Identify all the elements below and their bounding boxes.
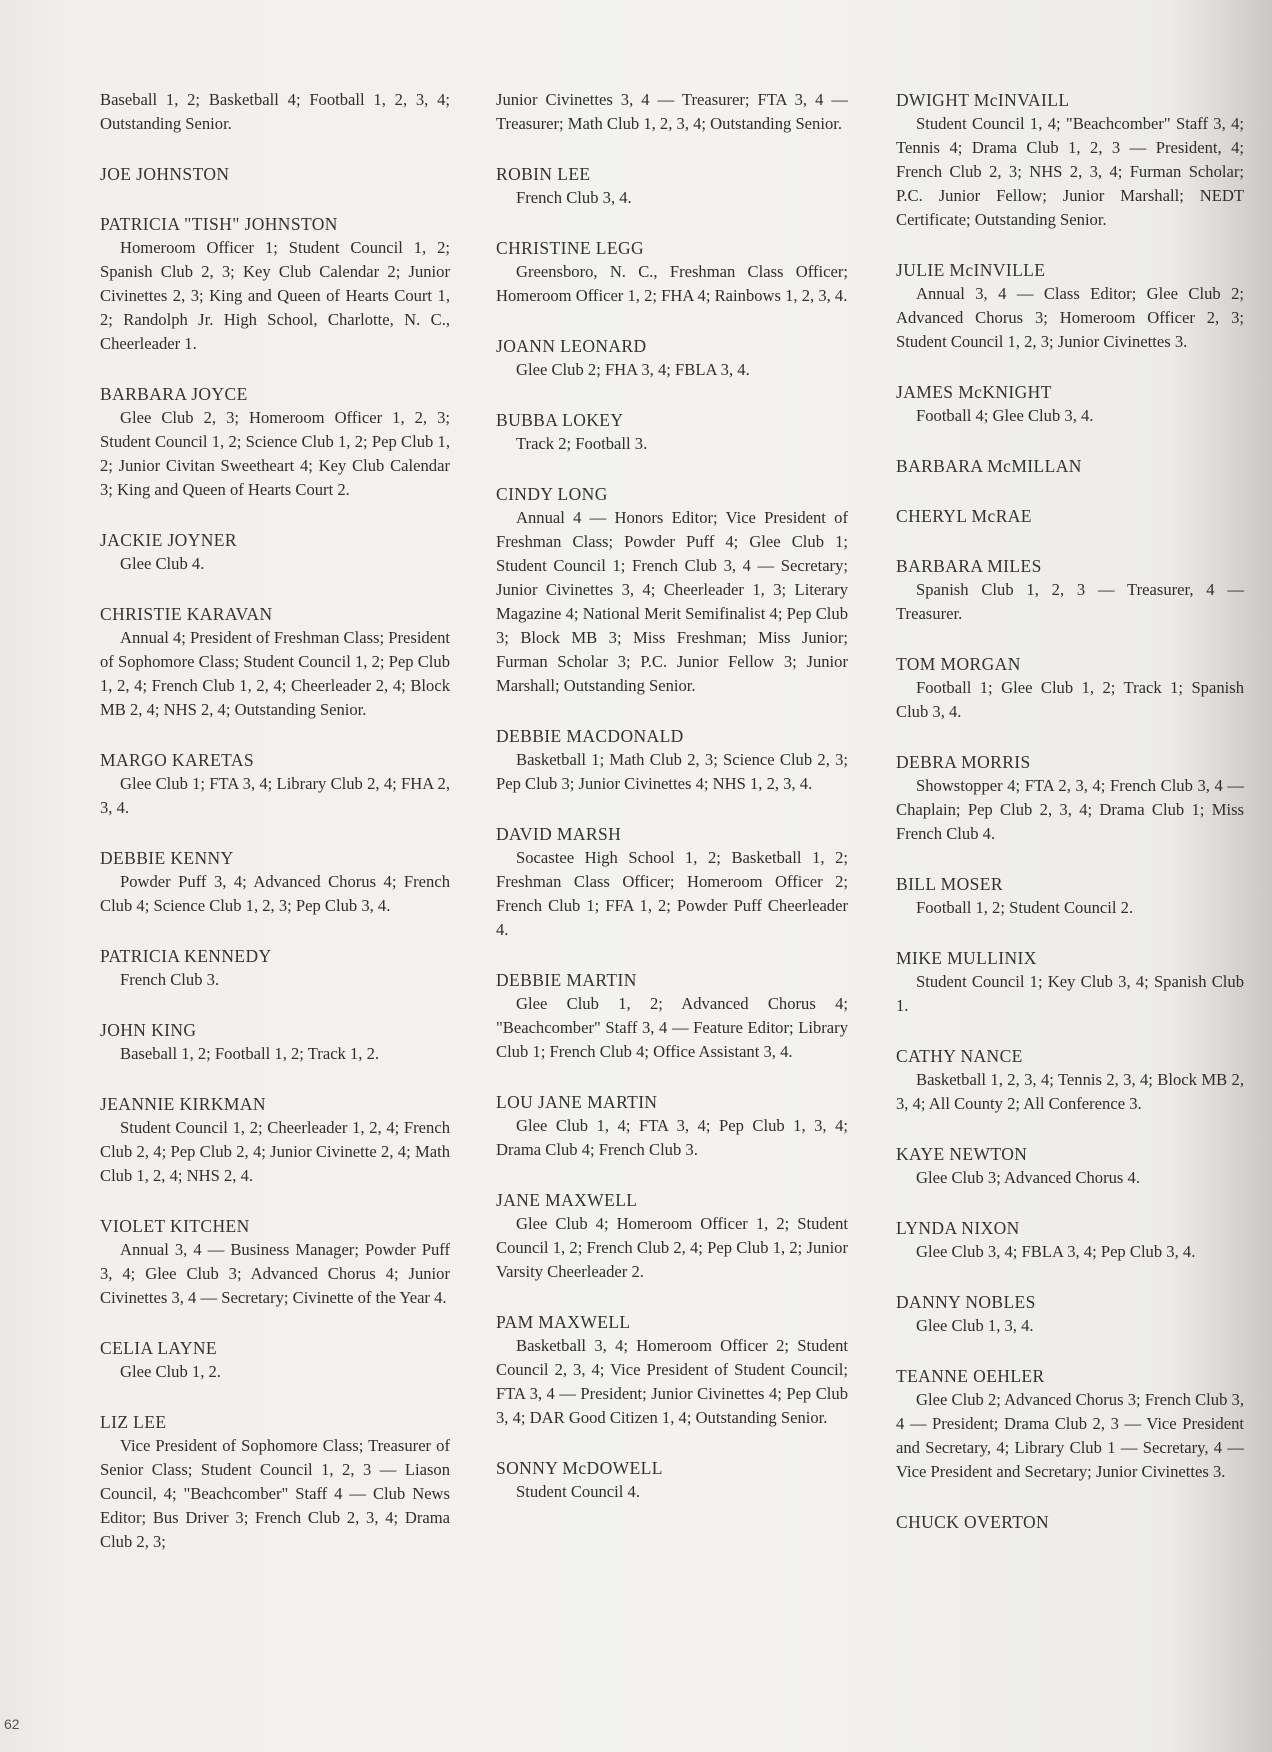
senior-entry xyxy=(896,504,1244,528)
senior-entry xyxy=(496,236,848,308)
senior-name: BARBARA McMILLAN xyxy=(896,456,1082,476)
senior-activities: Glee Club 1; FTA 3, 4; Library Club 2, 4; FHA 2, 3, 4. xyxy=(100,774,450,817)
senior-entry xyxy=(896,1510,1244,1534)
senior-entry xyxy=(896,454,1244,478)
senior-name: PAM MAXWELL xyxy=(496,1312,631,1332)
senior-entry xyxy=(896,1216,1244,1264)
senior-entry xyxy=(496,482,848,698)
senior-entry xyxy=(896,88,1244,232)
senior-entry xyxy=(496,724,848,796)
senior-entry xyxy=(100,1214,450,1310)
senior-name: DANNY NOBLES xyxy=(896,1292,1036,1312)
senior-name: LOU JANE MARTIN xyxy=(496,1092,658,1112)
senior-name: JANE MAXWELL xyxy=(496,1190,638,1210)
senior-entry xyxy=(496,88,848,136)
senior-entry xyxy=(896,554,1244,626)
senior-entry xyxy=(496,334,848,382)
senior-name: BARBARA JOYCE xyxy=(100,384,248,404)
senior-activities: Glee Club 1, 2; Advanced Chorus 4; "Beachcomber" Staff 3, 4 — Feature Editor; Library Club 1; French Club 4; Office Assistant 3, 4. xyxy=(496,994,848,1061)
column-1 xyxy=(100,88,450,1580)
senior-activities: Annual 4; President of Freshman Class; President of Sophomore Class; Student Council 1, 2; Pep Club 1, 2, 4; French Club 1, 2, 4; Cheerleader 2, 4; Block MB 2, 4; NHS 2, 4; Outstanding Senior. xyxy=(100,628,450,719)
column-3 xyxy=(896,88,1244,1560)
senior-name: DWIGHT McINVAILL xyxy=(896,90,1070,110)
senior-activities: Glee Club 4. xyxy=(120,554,205,573)
senior-activities: Glee Club 1, 4; FTA 3, 4; Pep Club 1, 3, 4; Drama Club 4; French Club 3. xyxy=(496,1116,848,1159)
senior-activities: Annual 3, 4 — Business Manager; Powder Puff 3, 4; Glee Club 3; Advanced Chorus 4; Junior Civinettes 3, 4 — Secretary; Civinette of the Year 4. xyxy=(100,1240,450,1307)
senior-activities: Homeroom Officer 1; Student Council 1, 2; Spanish Club 2, 3; Key Club Calendar 2; Junior Civinettes 2, 3; King and Queen of Hearts Court 1, 2; Randolph Jr. High School, Charlotte, N. C., Cheerleader 1. xyxy=(100,238,450,353)
senior-name: JAMES McKNIGHT xyxy=(896,382,1052,402)
senior-entry xyxy=(496,1188,848,1284)
senior-entry xyxy=(896,946,1244,1018)
senior-entry xyxy=(496,1310,848,1430)
senior-activities: Student Council 1; Key Club 3, 4; Spanish Club 1. xyxy=(896,972,1244,1015)
senior-activities: Student Council 1, 4; "Beachcomber" Staff 3, 4; Tennis 4; Drama Club 1, 2, 3 — President, 4; French Club 2, 3; NHS 2, 3, 4; Furman Scholar; P.C. Junior Fellow; Junior Marshall; NEDT Certificate; Outstanding Senior. xyxy=(896,114,1244,229)
senior-entry xyxy=(100,1018,450,1066)
senior-entry xyxy=(496,968,848,1064)
senior-activities: Glee Club 2; Advanced Chorus 3; French Club 3, 4 — President; Drama Club 2, 3 — Vice President and Secretary, 4; Library Club 1 — Secretary, 4 — Vice President and Secretary; Junior Civinettes 3. xyxy=(896,1390,1244,1481)
senior-name: MIKE MULLINIX xyxy=(896,948,1037,968)
senior-name: BARBARA MILES xyxy=(896,556,1042,576)
senior-activities: Football 1, 2; Student Council 2. xyxy=(916,898,1134,917)
senior-activities: Glee Club 4; Homeroom Officer 1, 2; Student Council 1, 2; French Club 2, 4; Pep Club 1, 2; Junior Varsity Cheerleader 2. xyxy=(496,1214,848,1281)
senior-name: BILL MOSER xyxy=(896,874,1003,894)
senior-entry xyxy=(896,1142,1244,1190)
senior-name: TOM MORGAN xyxy=(896,654,1021,674)
senior-entry xyxy=(100,1336,450,1384)
senior-activities: Football 1; Glee Club 1, 2; Track 1; Spanish Club 3, 4. xyxy=(896,678,1244,721)
senior-name: JEANNIE KIRKMAN xyxy=(100,1094,266,1114)
senior-activities: Baseball 1, 2; Football 1, 2; Track 1, 2. xyxy=(120,1044,380,1063)
senior-entry xyxy=(100,1410,450,1554)
senior-activities: Annual 3, 4 — Class Editor; Glee Club 2; Advanced Chorus 3; Homeroom Officer 2, 3; Student Council 1, 2, 3; Junior Civinettes 3. xyxy=(896,284,1244,351)
column-2 xyxy=(496,88,848,1530)
senior-entry xyxy=(100,528,450,576)
senior-activities: Track 2; Football 3. xyxy=(516,434,648,453)
senior-name: CHUCK OVERTON xyxy=(896,1512,1050,1532)
senior-name: CHERYL McRAE xyxy=(896,506,1032,526)
senior-name: KAYE NEWTON xyxy=(896,1144,1028,1164)
senior-activities: French Club 3. xyxy=(120,970,220,989)
senior-name: TEANNE OEHLER xyxy=(896,1366,1045,1386)
senior-activities: Student Council 1, 2; Cheerleader 1, 2, 4; French Club 2, 4; Pep Club 2, 4; Junior Civinette 2, 4; Math Club 1, 2, 4; NHS 2, 4. xyxy=(100,1118,450,1185)
senior-entry xyxy=(496,408,848,456)
senior-name: CATHY NANCE xyxy=(896,1046,1023,1066)
senior-name: DAVID MARSH xyxy=(496,824,622,844)
senior-activities: Basketball 3, 4; Homeroom Officer 2; Student Council 2, 3, 4; Vice President of Student Council; FTA 3, 4 — President; Junior Civinettes 4; Pep Club 3, 4; DAR Good Citizen 1, 4; Outstanding Senior. xyxy=(496,1336,848,1427)
senior-activities: Glee Club 1, 3, 4. xyxy=(916,1316,1034,1335)
senior-entry xyxy=(896,380,1244,428)
senior-entry xyxy=(100,382,450,502)
senior-activities: Showstopper 4; FTA 2, 3, 4; French Club 3, 4 — Chaplain; Pep Club 2, 3, 4; Drama Club 1; Miss French Club 4. xyxy=(896,776,1244,843)
senior-name: DEBRA MORRIS xyxy=(896,752,1031,772)
senior-name: PATRICIA "TISH" JOHNSTON xyxy=(100,214,338,234)
senior-name: BUBBA LOKEY xyxy=(496,410,624,430)
senior-name: ROBIN LEE xyxy=(496,164,591,184)
senior-name: MARGO KARETAS xyxy=(100,750,255,770)
senior-activities: Football 4; Glee Club 3, 4. xyxy=(916,406,1094,425)
senior-entry xyxy=(100,1092,450,1188)
senior-activities: Vice President of Sophomore Class; Treasurer of Senior Class; Student Council 1, 2, 3 — Liason Council, 4; "Beachcomber" Staff 4 — Club News Editor; Bus Driver 3; French Club 2, 3, 4; Drama Club 2, 3; xyxy=(100,1436,450,1551)
senior-name: DEBBIE MACDONALD xyxy=(496,726,684,746)
senior-name: CINDY LONG xyxy=(496,484,608,504)
senior-name: PATRICIA KENNEDY xyxy=(100,946,272,966)
senior-entry xyxy=(496,162,848,210)
senior-name: JULIE McINVILLE xyxy=(896,260,1046,280)
page-number: 62 xyxy=(4,1716,20,1732)
senior-name: DEBBIE MARTIN xyxy=(496,970,637,990)
senior-activities: Basketball 1, 2, 3, 4; Tennis 2, 3, 4; Block MB 2, 3, 4; All County 2; All Conference 3. xyxy=(896,1070,1244,1113)
senior-entry xyxy=(100,846,450,918)
senior-name: JOANN LEONARD xyxy=(496,336,647,356)
senior-activities: Glee Club 3, 4; FBLA 3, 4; Pep Club 3, 4. xyxy=(916,1242,1196,1261)
senior-activities: French Club 3, 4. xyxy=(516,188,632,207)
senior-name: CHRISTIE KARAVAN xyxy=(100,604,273,624)
senior-entry xyxy=(896,1290,1244,1338)
senior-entry xyxy=(896,1044,1244,1116)
senior-entry xyxy=(896,652,1244,724)
senior-activities: Junior Civinettes 3, 4 — Treasurer; FTA 3, 4 — Treasurer; Math Club 1, 2, 3, 4; Outstanding Senior. xyxy=(496,90,848,133)
senior-entry xyxy=(896,1364,1244,1484)
senior-entry xyxy=(100,88,450,136)
senior-activities: Socastee High School 1, 2; Basketball 1, 2; Freshman Class Officer; Homeroom Officer 2; French Club 1; FFA 1, 2; Powder Puff Cheerleader 4. xyxy=(496,848,848,939)
senior-activities: Glee Club 2; FHA 3, 4; FBLA 3, 4. xyxy=(516,360,750,379)
senior-name: DEBBIE KENNY xyxy=(100,848,234,868)
senior-name: JOE JOHNSTON xyxy=(100,164,230,184)
senior-name: LIZ LEE xyxy=(100,1412,167,1432)
senior-entry xyxy=(100,162,450,186)
senior-activities: Greensboro, N. C., Freshman Class Officer; Homeroom Officer 1, 2; FHA 4; Rainbows 1, 2, 3, 4. xyxy=(496,262,848,305)
senior-activities: Basketball 1; Math Club 2, 3; Science Club 2, 3; Pep Club 3; Junior Civinettes 4; NHS 1, 2, 3, 4. xyxy=(496,750,848,793)
senior-entry xyxy=(100,748,450,820)
senior-activities: Glee Club 2, 3; Homeroom Officer 1, 2, 3; Student Council 1, 2; Science Club 1, 2; Pep Club 1, 2; Junior Civitan Sweetheart 4; Key Club Calendar 3; King and Queen of Hearts Court 2. xyxy=(100,408,450,499)
senior-entry xyxy=(496,1456,848,1504)
senior-entry xyxy=(496,822,848,942)
senior-name: CHRISTINE LEGG xyxy=(496,238,645,258)
senior-name: JACKIE JOYNER xyxy=(100,530,237,550)
senior-entry xyxy=(496,1090,848,1162)
senior-entry xyxy=(100,212,450,356)
senior-name: SONNY McDOWELL xyxy=(496,1458,663,1478)
senior-entry xyxy=(100,944,450,992)
senior-name: JOHN KING xyxy=(100,1020,197,1040)
senior-name: VIOLET KITCHEN xyxy=(100,1216,250,1236)
senior-entry xyxy=(896,258,1244,354)
senior-activities: Annual 4 — Honors Editor; Vice President of Freshman Class; Powder Puff 4; Glee Club 1; Student Council 1; French Club 3, 4 — Secretary; Junior Civinettes 3, 4; Cheerleader 1, 3; Literary Magazine 4; National Merit Semifinalist 4; Pep Club 3; Block MB 3; Miss Freshman; Miss Junior; Furman Scholar 3; P.C. Junior Fellow 3; Junior Marshall; Outstanding Senior. xyxy=(496,508,848,695)
senior-name: LYNDA NIXON xyxy=(896,1218,1020,1238)
senior-entry xyxy=(100,602,450,722)
senior-activities: Glee Club 1, 2. xyxy=(120,1362,221,1381)
senior-name: CELIA LAYNE xyxy=(100,1338,218,1358)
senior-activities: Glee Club 3; Advanced Chorus 4. xyxy=(916,1168,1140,1187)
senior-entry xyxy=(896,750,1244,846)
senior-activities: Spanish Club 1, 2, 3 — Treasurer, 4 — Treasurer. xyxy=(896,580,1244,623)
senior-activities: Baseball 1, 2; Basketball 4; Football 1, 2, 3, 4; Outstanding Senior. xyxy=(100,90,450,133)
senior-entry xyxy=(896,872,1244,920)
senior-activities: Powder Puff 3, 4; Advanced Chorus 4; French Club 4; Science Club 1, 2, 3; Pep Club 3, 4. xyxy=(100,872,450,915)
senior-activities: Student Council 4. xyxy=(516,1482,640,1501)
